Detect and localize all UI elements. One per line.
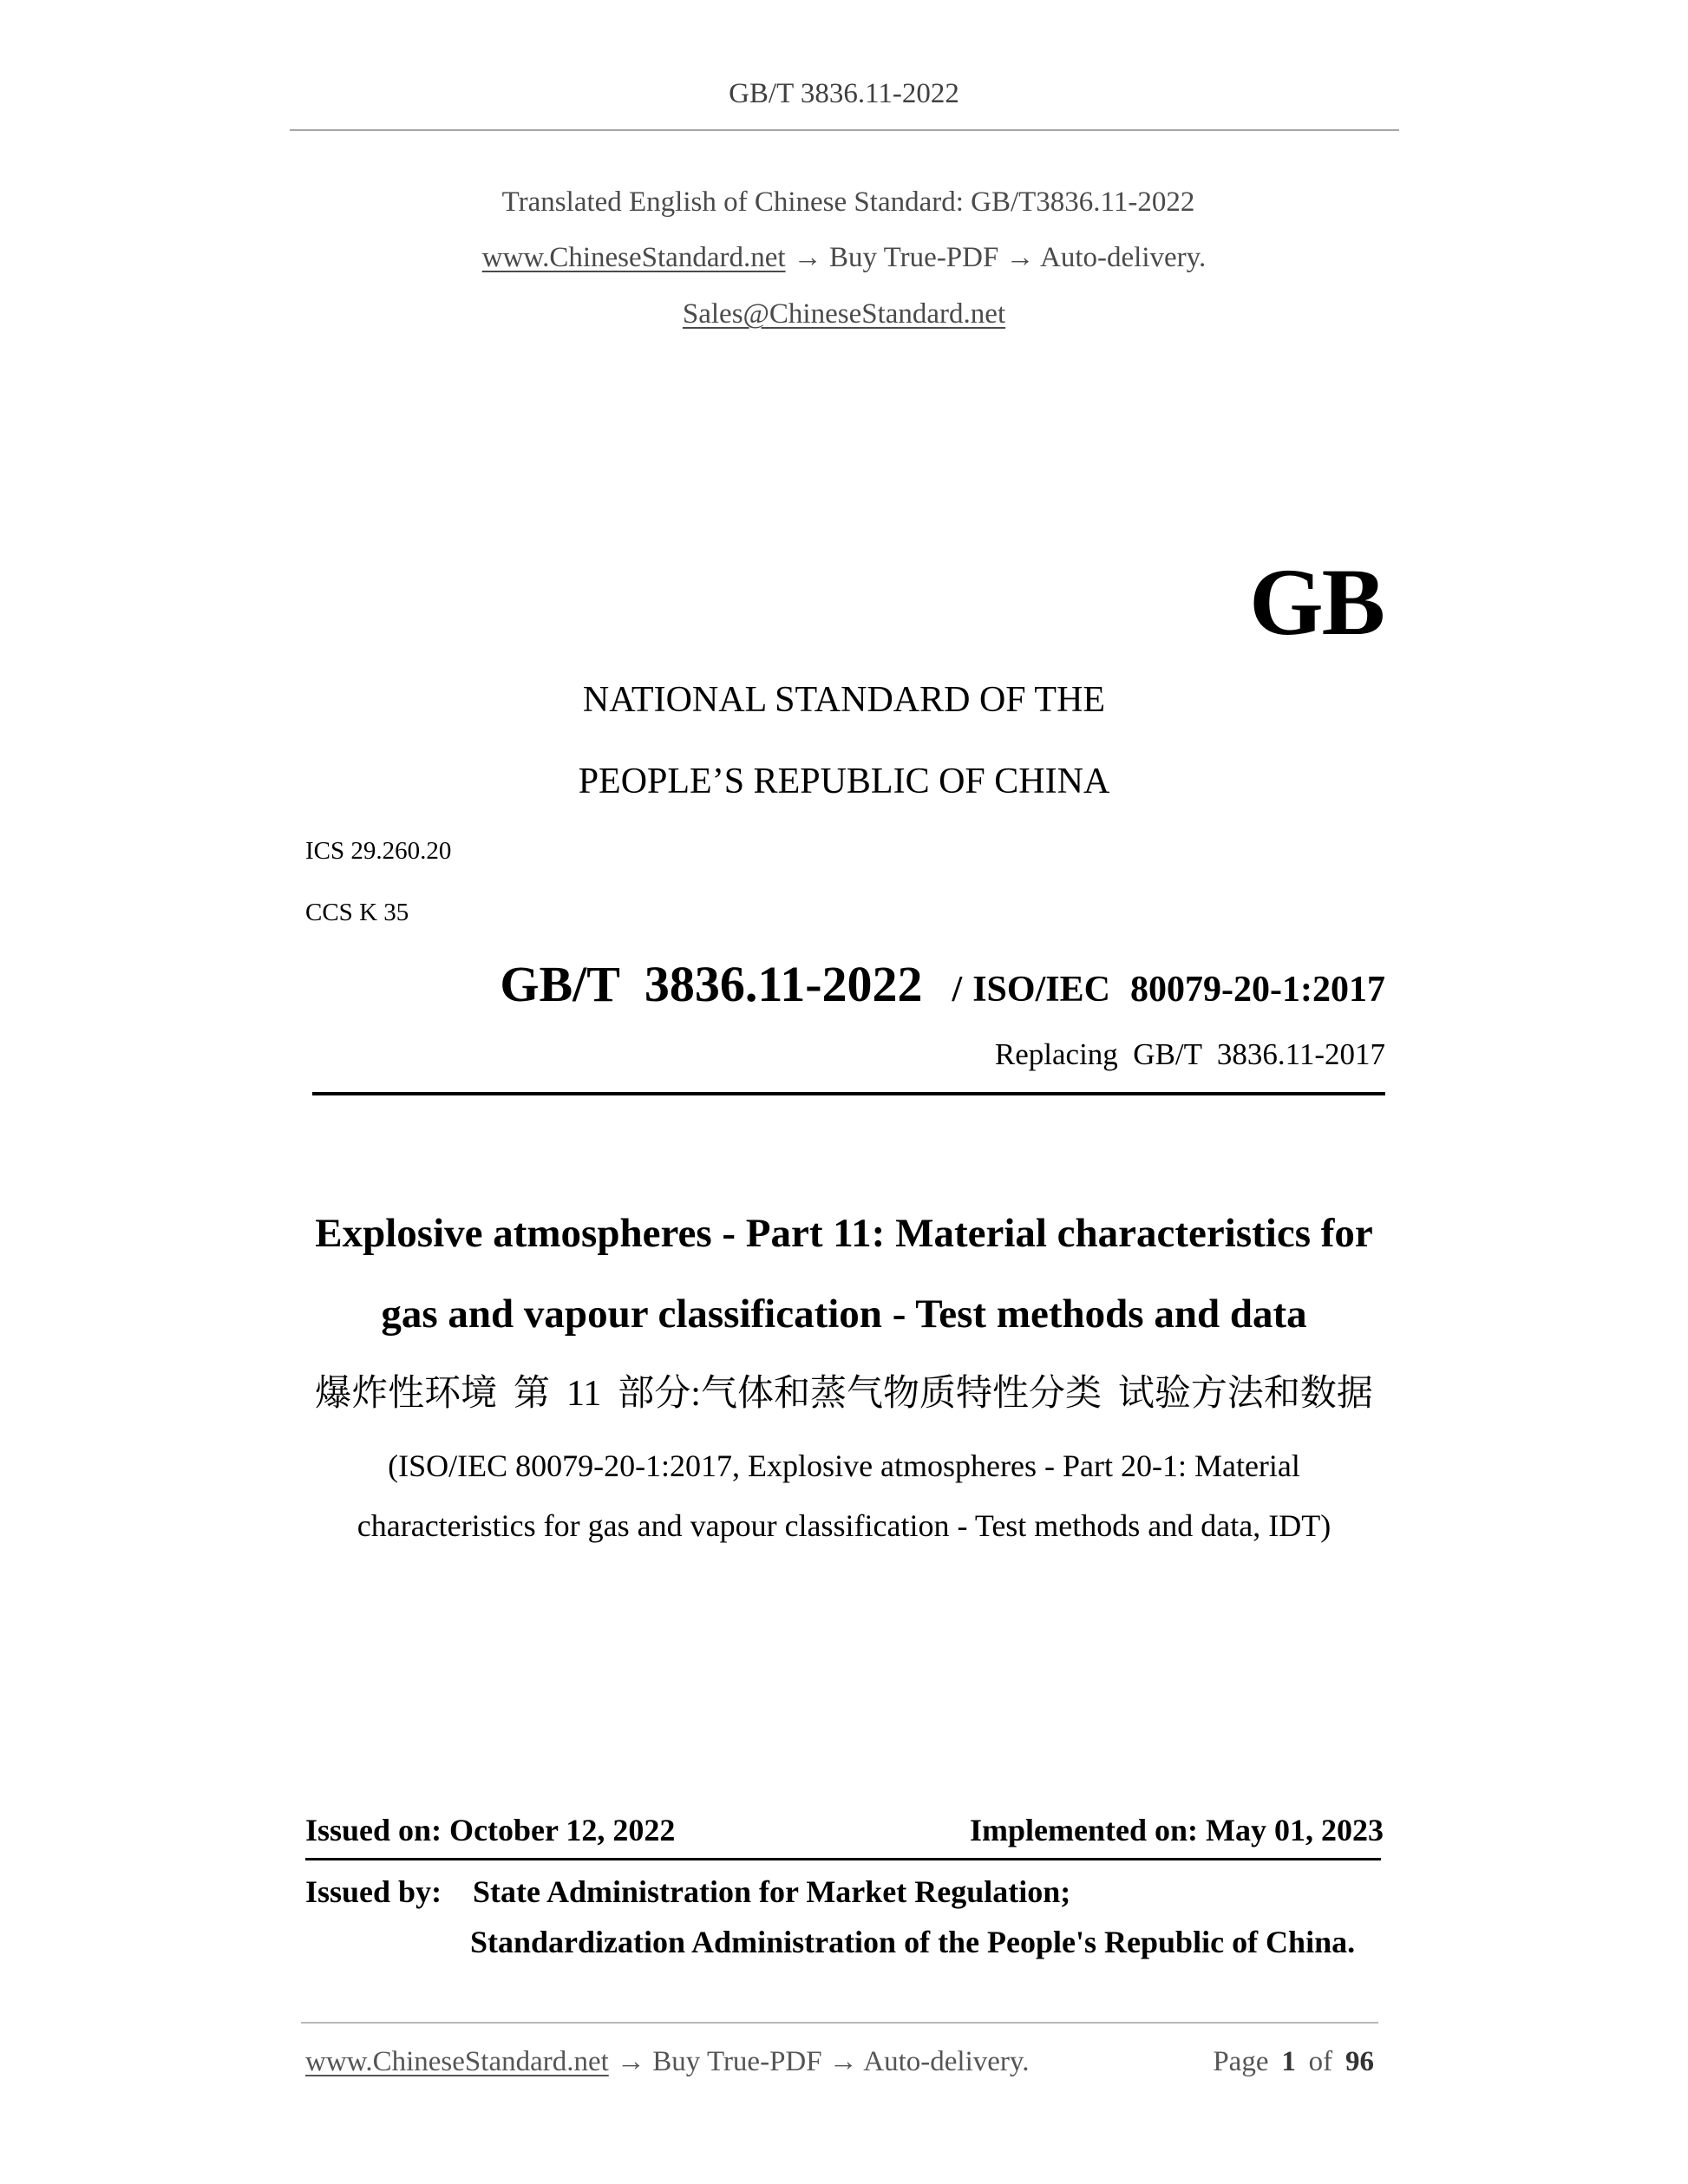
replacing-standard: Replacing GB/T 3836.11-2017 — [994, 1037, 1385, 1071]
sales-email-link[interactable]: Sales@ChineseStandard.net — [682, 298, 1006, 330]
authority-line-2: PEOPLE’S REPUBLIC OF CHINA — [578, 762, 1110, 801]
issuer-line-2: Standardization Administration of the People's Republic of China. — [470, 1925, 1356, 1959]
gb-mark: GB — [1249, 549, 1384, 655]
ccs-code: CCS K 35 — [305, 899, 409, 926]
cover-divider — [312, 1092, 1385, 1095]
footer-purchase-text: → Buy True-PDF → Auto-delivery. — [617, 2046, 1030, 2077]
standard-separator: / — [952, 970, 963, 1010]
equivalence-line-2: characteristics for gas and vapour classification - Test methods and data, IDT) — [357, 1508, 1331, 1543]
implemented-on-date: Implemented on: May 01, 2023 — [970, 1813, 1384, 1847]
page-number: 1 — [1281, 2046, 1296, 2077]
issued-by-label: Issued by: — [305, 1874, 442, 1909]
iso-equivalent-number: ISO/IEC 80079-20-1:2017 — [972, 970, 1385, 1010]
footer-site-link[interactable]: www.ChineseStandard.net — [305, 2046, 609, 2077]
standard-number-line — [0, 955, 1385, 1019]
equivalence-line-1: (ISO/IEC 80079-20-1:2017, Explosive atmospheres - Part 20-1: Material — [388, 1448, 1300, 1483]
purchase-text: → Buy True-PDF → Auto-delivery. — [793, 242, 1207, 273]
authority-line-1: NATIONAL STANDARD OF THE — [582, 680, 1106, 720]
issued-on-date: Issued on: October 12, 2022 — [305, 1813, 676, 1847]
purchase-notice — [0, 240, 1688, 275]
running-header: GB/T 3836.11-2022 — [729, 78, 959, 109]
chinese-title: 爆炸性环境 第 11 部分:气体和蒸气物质特性分类 试验方法和数据 — [315, 1374, 1373, 1414]
of-label: of — [1308, 2046, 1333, 2077]
header-divider — [290, 129, 1399, 131]
page-indicator — [0, 2044, 1374, 2079]
page-total: 96 — [1345, 2046, 1374, 2077]
dates-divider — [305, 1858, 1381, 1860]
translation-notice: Translated English of Chinese Standard: GB/T3836.11-2022 — [501, 186, 1195, 218]
standard-number: GB/T 3836.11-2022 — [500, 956, 923, 1012]
english-title-line-2: gas and vapour classification - Test methods and data — [381, 1291, 1307, 1337]
footer-divider — [301, 2022, 1378, 2024]
sales-contact — [0, 297, 1688, 331]
page-label: Page — [1213, 2046, 1269, 2077]
site-link[interactable]: www.ChineseStandard.net — [481, 242, 786, 273]
issuer-line-1: State Administration for Market Regulation; — [473, 1874, 1071, 1909]
english-title-line-1: Explosive atmospheres - Part 11: Material characteristics for — [315, 1211, 1373, 1256]
ics-code: ICS 29.260.20 — [305, 837, 452, 865]
